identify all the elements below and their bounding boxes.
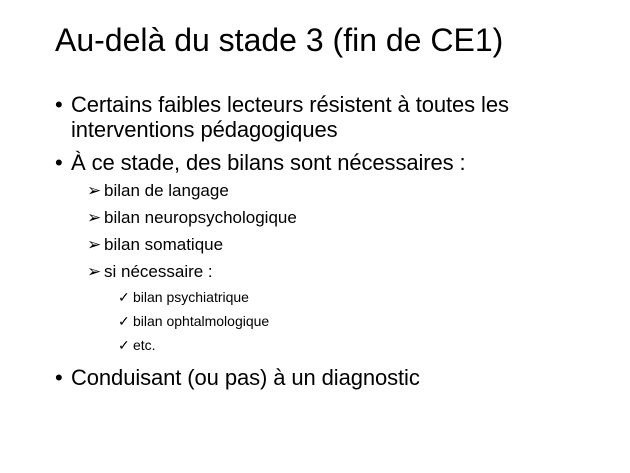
bullet-icon: • [55,150,63,175]
sub-bilan-item [118,285,615,309]
sub-bilan-label: bilan psychiatrique [133,289,249,305]
slide-content [55,92,615,398]
check-icon: ✓ [118,337,130,353]
arrow-icon: ➢ [87,262,102,281]
bullet-point-conclusion [55,365,615,390]
slide-title: Au-delà du stade 3 (fin de CE1) [55,22,504,58]
bilan-item [87,231,615,258]
sub-bilan-item [118,333,615,357]
bilan-label: bilan de langage [104,181,229,200]
bilan-label: si nécessaire : [104,262,213,281]
arrow-icon: ➢ [87,235,102,254]
bilan-item [87,258,615,285]
bullet-icon: • [55,365,63,390]
sub-bilan-label: etc. [133,337,156,353]
bilan-label: bilan neuropsychologique [104,208,297,227]
bullet-point-bilans [55,150,615,175]
bullet-icon: • [55,92,63,117]
arrow-icon: ➢ [87,181,102,200]
check-icon: ✓ [118,313,130,329]
bullet-text: Conduisant (ou pas) à un diagnostic [71,365,420,390]
bilan-label: bilan somatique [104,235,224,254]
bilan-item [87,204,615,231]
bullet-text: Certains faibles lecteurs résistent à toutes les interventions pédagogiques [71,92,509,142]
arrow-icon: ➢ [87,208,102,227]
sub-bilan-label: bilan ophtalmologique [133,313,270,329]
bilan-item [87,177,615,204]
bullet-point-resistance [55,92,615,142]
bullet-text: À ce stade, des bilans sont nécessaires : [71,150,466,175]
sub-bilan-item [118,309,615,333]
check-icon: ✓ [118,289,130,305]
